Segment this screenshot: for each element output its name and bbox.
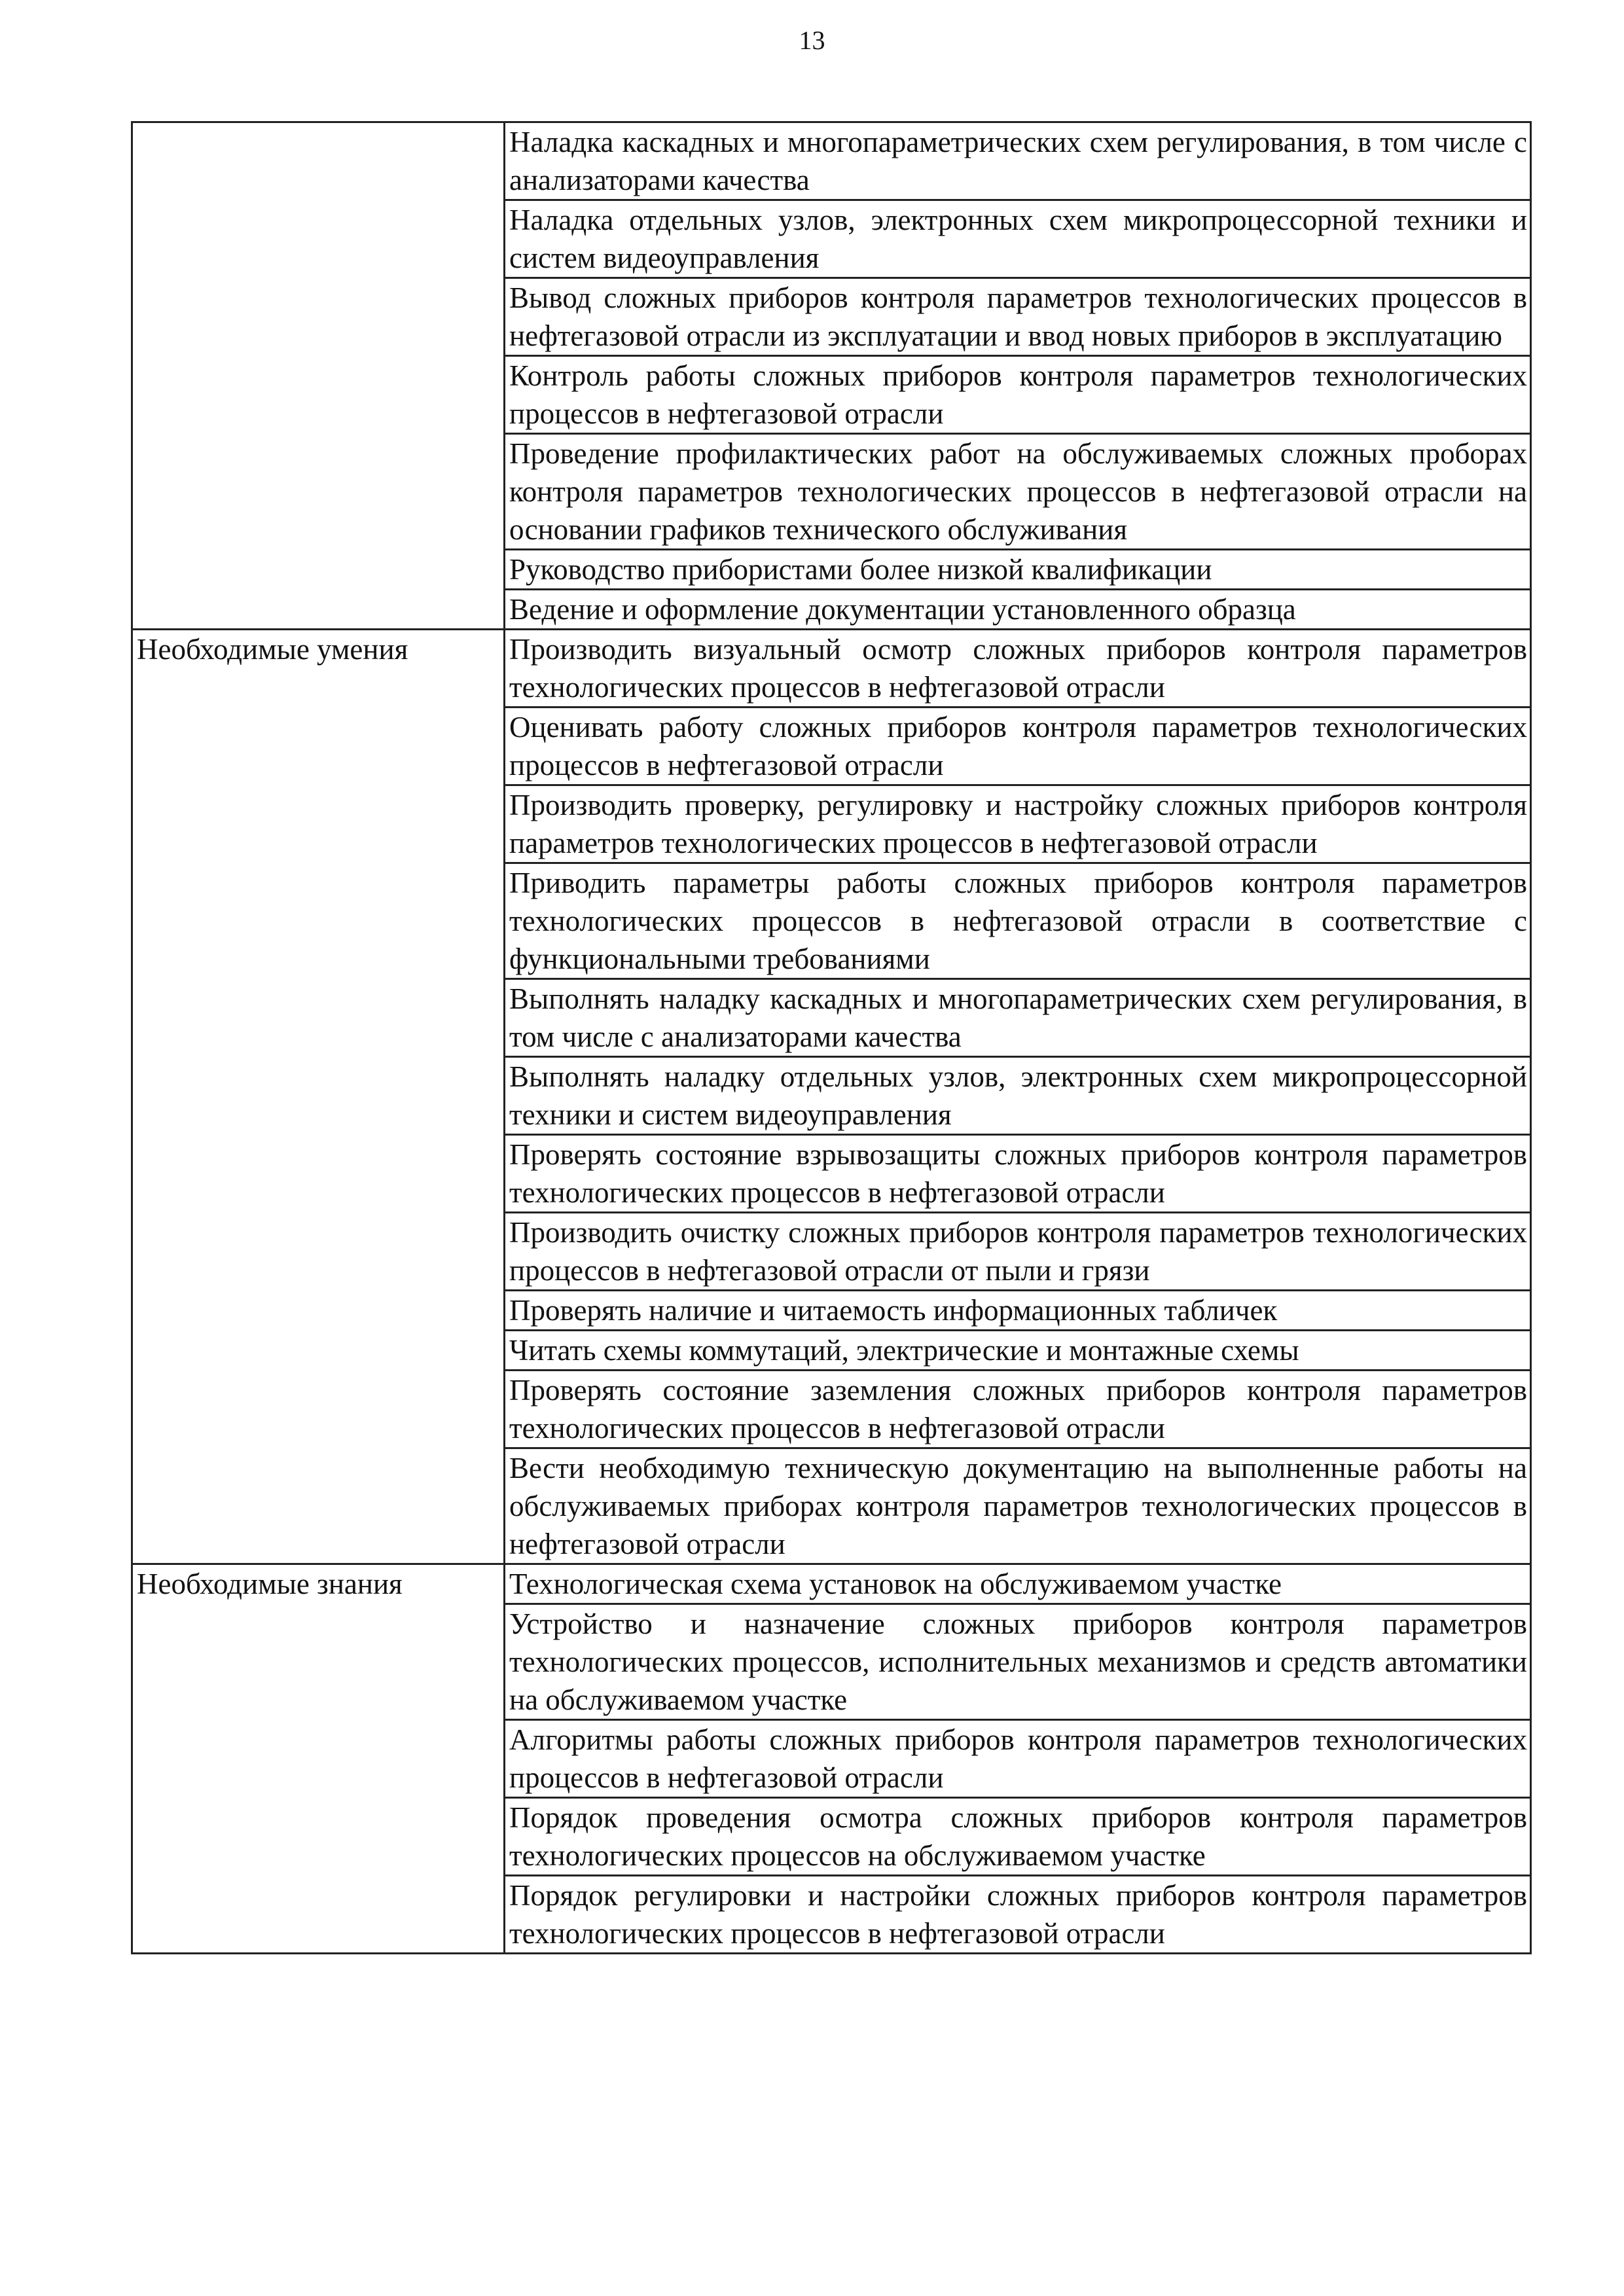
- table-cell-entry: Руководство прибористами более низкой квалификации: [505, 550, 1531, 590]
- table-cell-entry: Устройство и назначение сложных приборов контроля параметров технологических процессов, исполнительных механизмов и средств автоматики на обслуживаемом участке: [505, 1604, 1531, 1720]
- table-cell-entry: Контроль работы сложных приборов контроля параметров технологических процессов в нефтегазовой отрасли: [505, 356, 1531, 434]
- table-cell-entry: Наладка отдельных узлов, электронных схем микропроцессорной техники и систем видеоуправления: [505, 200, 1531, 278]
- table-cell-entry: Проведение профилактических работ на обслуживаемых сложных проборах контроля параметров технологических процессов в нефтегазовой отрасли на основании графиков технического обслуживания: [505, 434, 1531, 550]
- section-label: [132, 122, 505, 630]
- requirements-table: [131, 121, 1532, 1954]
- table-cell-entry: Наладка каскадных и многопараметрических схем регулирования, в том числе с анализаторами качества: [505, 122, 1531, 200]
- table-row: [132, 1564, 1531, 1604]
- table-cell-entry: Оценивать работу сложных приборов контроля параметров технологических процессов в нефтегазовой отрасли: [505, 708, 1531, 785]
- table-cell-entry: Проверять состояние взрывозащиты сложных приборов контроля параметров технологических процессов в нефтегазовой отрасли: [505, 1135, 1531, 1213]
- table-cell-entry: Читать схемы коммутаций, электрические и монтажные схемы: [505, 1331, 1531, 1371]
- table-row: [132, 122, 1531, 200]
- table-cell-entry: Производить очистку сложных приборов контроля параметров технологических процессов в нефтегазовой отрасли от пыли и грязи: [505, 1213, 1531, 1291]
- section-label: Необходимые знания: [132, 1564, 505, 1954]
- table-cell-entry: Технологическая схема установок на обслуживаемом участке: [505, 1564, 1531, 1604]
- section-label: Необходимые умения: [132, 630, 505, 1564]
- table-cell-entry: Порядок регулировки и настройки сложных приборов контроля параметров технологических процессов в нефтегазовой отрасли: [505, 1876, 1531, 1954]
- table-cell-entry: Выполнять наладку каскадных и многопараметрических схем регулирования, в том числе с анализаторами качества: [505, 979, 1531, 1057]
- table-cell-entry: Проверять состояние заземления сложных приборов контроля параметров технологических процессов в нефтегазовой отрасли: [505, 1371, 1531, 1448]
- table-cell-entry: Алгоритмы работы сложных приборов контроля параметров технологических процессов в нефтегазовой отрасли: [505, 1720, 1531, 1798]
- table-cell-entry: Вести необходимую техническую документацию на выполненные работы на обслуживаемых приборах контроля параметров технологических процессов в нефтегазовой отрасли: [505, 1448, 1531, 1564]
- table-cell-entry: Производить визуальный осмотр сложных приборов контроля параметров технологических процессов в нефтегазовой отрасли: [505, 630, 1531, 708]
- table-cell-entry: Ведение и оформление документации установленного образца: [505, 590, 1531, 630]
- table-cell-entry: Выполнять наладку отдельных узлов, электронных схем микропроцессорной техники и систем видеоуправления: [505, 1057, 1531, 1135]
- table-body: [132, 122, 1531, 1954]
- table-cell-entry: Проверять наличие и читаемость информационных табличек: [505, 1291, 1531, 1331]
- page-number: 13: [799, 26, 825, 55]
- table-cell-entry: Порядок проведения осмотра сложных приборов контроля параметров технологических процессов на обслуживаемом участке: [505, 1798, 1531, 1876]
- table-cell-entry: Вывод сложных приборов контроля параметров технологических процессов в нефтегазовой отрасли из эксплуатации и ввод новых приборов в эксплуатацию: [505, 278, 1531, 356]
- table-cell-entry: Производить проверку, регулировку и настройку сложных приборов контроля параметров технологических процессов в нефтегазовой отрасли: [505, 785, 1531, 863]
- table-cell-entry: Приводить параметры работы сложных приборов контроля параметров технологических процессов в нефтегазовой отрасли в соответствие с функциональными требованиями: [505, 863, 1531, 979]
- table-row: [132, 630, 1531, 708]
